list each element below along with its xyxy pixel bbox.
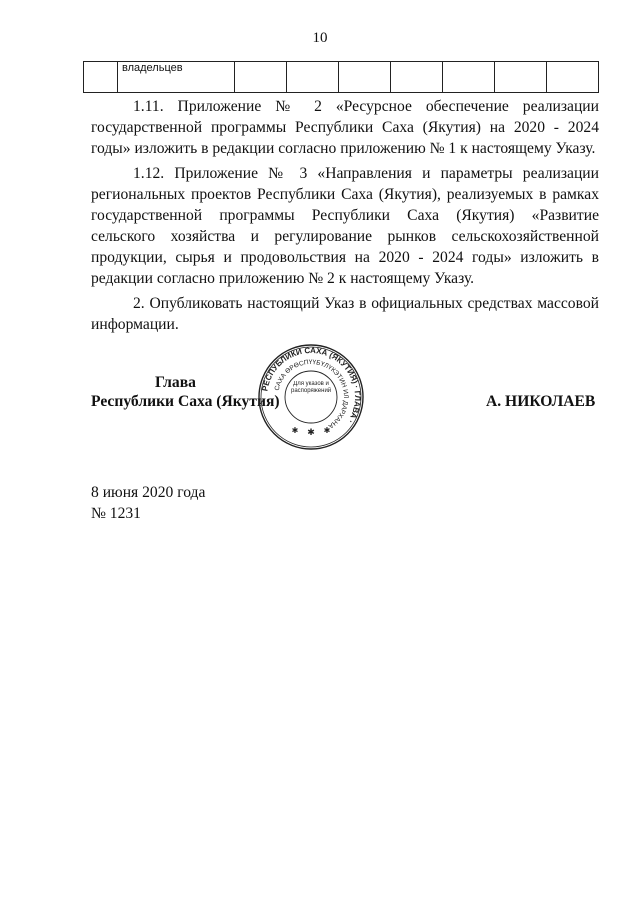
decree-date: 8 июня 2020 года [91, 484, 206, 501]
signature-title-line1: Глава [155, 374, 196, 391]
table-cell [443, 62, 495, 93]
table-cell [495, 62, 547, 93]
paragraph-2: 2. Опубликовать настоящий Указ в официальных средствах массовой информации. [91, 295, 599, 333]
paragraph-1-12: 1.12. Приложение № 3 «Направления и параметры реализации региональных проектов Республики Саха (Якутия), реализуемых в рамках государственной программы Республики Саха (Якутия) «Развитие сельского хозяйства и регулирование рынков сельскохозяйственной продукции, сырья и продовольствия на 2020 - 2024 годы» изложить в редакции согласно приложению № 2 к настоящему Указу. [91, 165, 599, 287]
seal-center-text: Для указов и распоряжений [291, 381, 331, 394]
signatory-name: А. НИКОЛАЕВ [486, 393, 596, 410]
seal-star-icon: ✱ [307, 427, 315, 437]
table-cell [391, 62, 443, 93]
table-cell [287, 62, 339, 93]
table-cell [547, 62, 599, 93]
table-cell: владельцев [118, 62, 235, 93]
seal-star-icon: ✱ [323, 426, 331, 435]
signature-title-line2: Республики Саха (Якутия) [91, 393, 280, 410]
decree-number: № 1231 [91, 505, 141, 522]
seal-star-icon: ✱ [291, 426, 299, 435]
seal-inner-text: САХА ӨРӨСПҮҮБҮЛҮКЭТИН ИЛ ДАРХАНА [273, 358, 350, 430]
continuation-table [83, 61, 599, 93]
table-cell [84, 62, 118, 93]
official-seal [257, 343, 365, 451]
table-row [84, 62, 599, 93]
seal-outer-text: РЕСПУБЛИКИ САХА (ЯКУТИЯ) · ГЛАВА · [260, 345, 363, 426]
table-cell [339, 62, 391, 93]
paragraph-1-11: 1.11. Приложение № 2 «Ресурсное обеспечение реализации государственной программы Республики Саха (Якутия) на 2020 - 2024 годы» изложить в редакции согласно приложению № 1 к настоящему Указу. [91, 98, 599, 157]
body-text [91, 96, 599, 335]
page-number: 10 [312, 30, 328, 46]
table-cell [235, 62, 287, 93]
date-block [91, 482, 205, 524]
